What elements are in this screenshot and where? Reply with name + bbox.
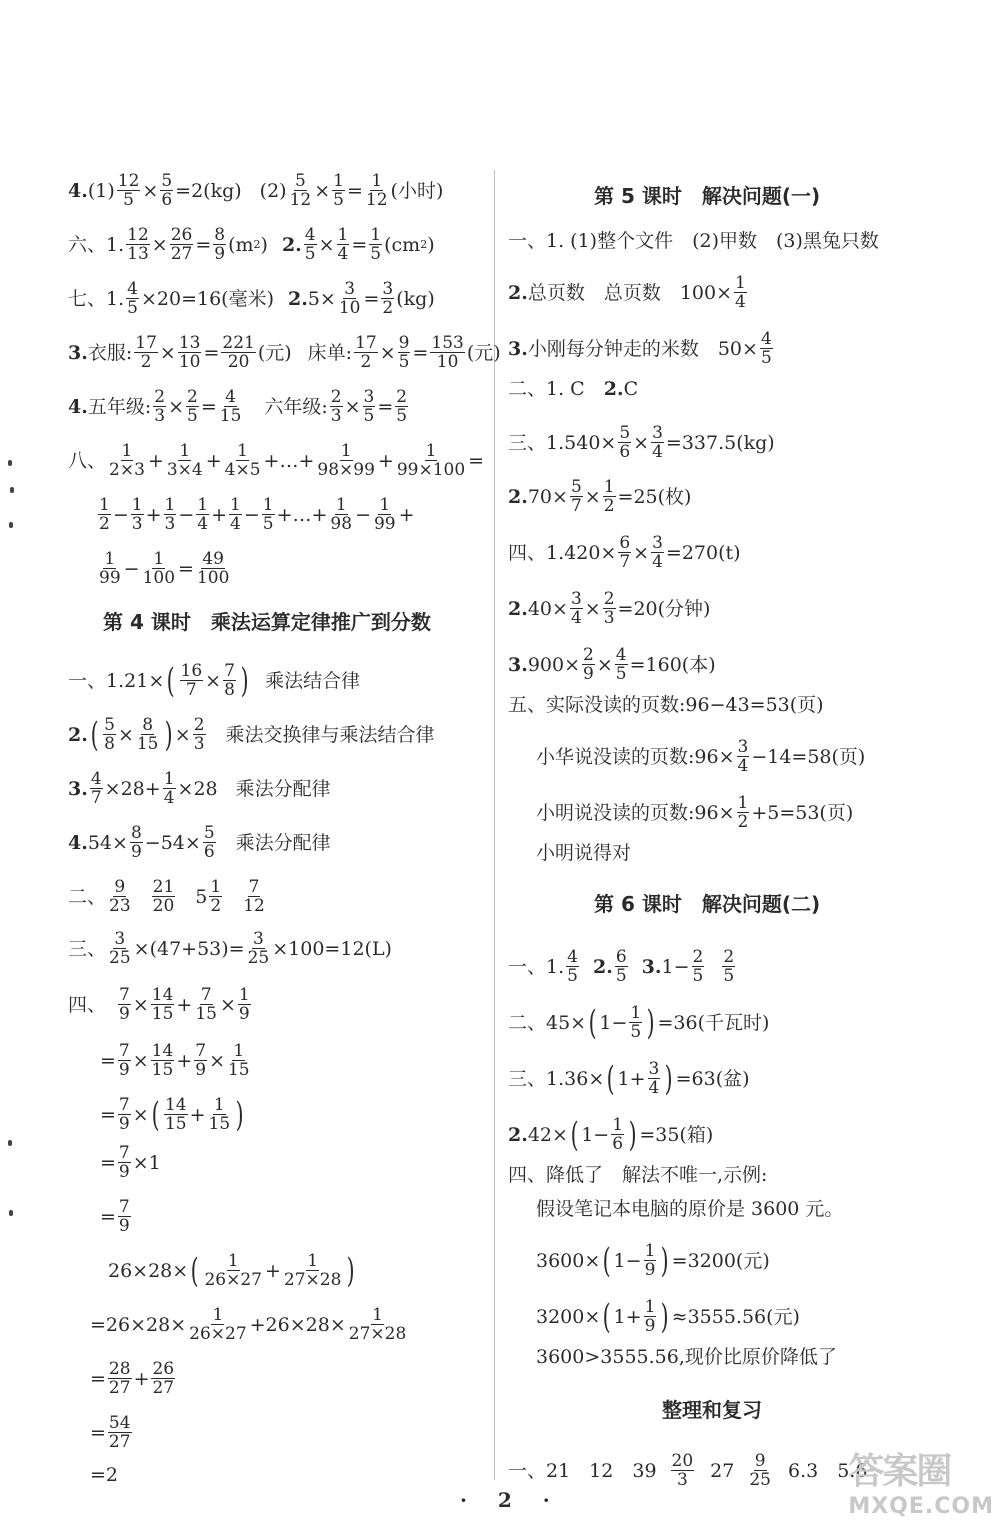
- fraction: $\frac{1}{27\times 28}$: [283, 1251, 342, 1290]
- fraction: $\frac{1}{99}$: [99, 549, 121, 588]
- fraction: $\frac{1}{9}$: [238, 985, 250, 1024]
- left-line-13: 二、 $\frac{9}{23}$ $\frac{21}{20}$ 5 $\frac{1}{2}$ $\frac{7}{12}$: [68, 877, 265, 916]
- left-line-5: 4. 五年级: $\frac{2}{3}$ × $\frac{2}{5}$ = $\frac{4}{15}$ 六年级: $\frac{2}{3}$ × $\frac{3}{5}$ = $\frac{2}{5}$: [68, 387, 408, 426]
- fraction: $\frac{6}{7}$: [619, 533, 631, 572]
- fraction: $\frac{4}{15}$: [219, 387, 242, 426]
- fraction: $\frac{7}{9}$: [195, 1041, 207, 1080]
- fraction: $\frac{1}{5}$: [370, 225, 382, 264]
- fraction: $\frac{1}{2}$: [737, 793, 749, 832]
- fraction: $\frac{2}{3}$: [603, 589, 615, 628]
- fraction: $\frac{2}{3}$: [330, 387, 342, 426]
- fraction: $\frac{1}{4}$: [163, 769, 175, 808]
- margin-speck: [8, 460, 12, 466]
- left-line-15: 四、 $\frac{7}{9}$ × $\frac{14}{15}$ + $\frac{7}{15}$ × $\frac{1}{9}$: [68, 985, 250, 1024]
- fraction: $\frac{1}{4\times 5}$: [224, 441, 261, 480]
- section-title-lesson-4: 第 4 课时 乘法运算定律推广到分数: [103, 610, 431, 634]
- section-title-lesson-6: 第 6 课时 解决问题(二): [594, 892, 821, 916]
- fraction: $\frac{1}{15}$: [208, 1095, 231, 1134]
- fraction: $\frac{1}{15}$: [227, 1041, 250, 1080]
- fraction: $\frac{1}{4}$: [735, 273, 746, 312]
- section-title-review: 整理和复习: [662, 1398, 762, 1422]
- left-line-6: 八、 $\frac{1}{2\times 3}$ + $\frac{1}{3\times 4}$ + $\frac{1}{4\times 5}$ +…+ $\frac{1}{98\times 99}$ + $\frac{1}{99\times 100}$ =: [68, 441, 485, 480]
- fraction: $\frac{7}{9}$: [118, 1143, 130, 1182]
- fraction: $\frac{28}{27}$: [108, 1359, 131, 1398]
- margin-speck: [10, 487, 14, 493]
- fraction: $\frac{16}{7}$: [180, 661, 203, 700]
- fraction: $\frac{1}{98\times 99}$: [317, 441, 375, 480]
- left-line-4: 3. 衣服: $\frac{17}{2}$ × $\frac{13}{10}$ = $\frac{221}{20}$ (元) 床单: $\frac{17}{2}$ × $\frac{9}{5}$ = $\frac{153}{10}$ (元): [68, 333, 501, 372]
- fraction: $\frac{14}{15}$: [151, 985, 174, 1024]
- fraction: $\frac{2}{5}$: [396, 387, 408, 426]
- right-line-1: 一、1. (1)整个文件 (2)甲数 (3)黑兔只数: [508, 230, 879, 252]
- page-number: · 2 ·: [460, 1488, 562, 1512]
- fraction: $\frac{1}{4}$: [337, 225, 349, 264]
- margin-speck: [8, 1140, 12, 1146]
- fraction: $\frac{221}{20}$: [222, 333, 255, 372]
- right-line-19: 假设笔记本电脑的原价是 3600 元。: [536, 1198, 844, 1220]
- fraction: $\frac{1}{12}$: [365, 171, 388, 210]
- fraction: $\frac{8}{9}$: [214, 225, 226, 264]
- left-line-2: 六、1. $\frac{12}{13}$ × $\frac{26}{27}$ = $\frac{8}{9}$ (m 2 ) 2. $\frac{4}{5}$ × $\frac{1}{4}$ = $\frac{1}{5}$ (cm 2 ): [68, 225, 435, 264]
- left-line-14: 三、 $\frac{3}{25}$ ×(47+53)= $\frac{3}{25}$ ×100=12(L): [68, 929, 392, 968]
- fraction: $\frac{1}{100}$: [142, 549, 176, 588]
- fraction: $\frac{3}{4}$: [570, 589, 582, 628]
- right-line-4: 二、1. C 2. C: [508, 378, 639, 400]
- fraction: $\frac{1}{5}$: [333, 171, 344, 210]
- right-line-5: 三、1. 540× $\frac{5}{6}$ × $\frac{3}{4}$ =337.5(kg): [508, 423, 775, 462]
- fraction: $\frac{7}{9}$: [118, 1041, 130, 1080]
- fraction: $\frac{1}{2\times 3}$: [109, 441, 145, 480]
- fraction: $\frac{2}{3}$: [193, 715, 205, 754]
- fraction: $\frac{14}{15}$: [151, 1041, 174, 1080]
- left-line-7: $\frac{1}{2}$ − $\frac{1}{3}$ + $\frac{1}{3}$ − $\frac{1}{4}$ + $\frac{1}{4}$ − $\frac{1}{5}$ +…+ $\frac{1}{98}$ − $\frac{1}{99}$ +: [99, 495, 415, 534]
- right-line-12: 小明说没读的页数:96× $\frac{1}{2}$ +5=53(页): [536, 793, 854, 832]
- fraction: $\frac{7}{9}$: [118, 1197, 130, 1236]
- left-line-1: 4. (1) $\frac{12}{5}$ × $\frac{5}{6}$ =2(kg) (2) $\frac{5}{12}$ × $\frac{1}{5}$ = $\frac{1}{12}$ (小时): [68, 171, 444, 210]
- fraction: $\frac{1}{6}$: [612, 1115, 624, 1154]
- right-line-9: 3. 900× $\frac{2}{9}$ × $\frac{4}{5}$ =160(本): [508, 645, 716, 684]
- right-line-18: 四、降低了 解法不唯一,示例:: [508, 1164, 768, 1186]
- fraction: $\frac{9}{5}$: [398, 333, 410, 372]
- fraction: $\frac{3}{4}$: [648, 1059, 660, 1098]
- fraction: $\frac{4}{5}$: [760, 329, 772, 368]
- fraction: $\frac{1}{3}$: [164, 495, 176, 534]
- fraction: $\frac{17}{2}$: [355, 333, 377, 372]
- watermark-logo: 答案圈 MXQE.COM: [848, 1451, 994, 1519]
- fraction: $\frac{2}{9}$: [583, 645, 594, 684]
- left-line-23: = $\frac{54}{27}$: [90, 1413, 131, 1452]
- left-line-19: = $\frac{7}{9}$: [100, 1197, 130, 1236]
- fraction: $\frac{3}{25}$: [247, 929, 270, 968]
- fraction: $\frac{7}{9}$: [118, 1095, 130, 1134]
- right-line-8: 2. 40× $\frac{3}{4}$ × $\frac{2}{3}$ =20(分钟): [508, 589, 711, 628]
- fraction: $\frac{1}{5}$: [262, 495, 274, 534]
- section-title-lesson-5: 第 5 课时 解决问题(一): [594, 184, 821, 208]
- left-line-16: = $\frac{7}{9}$ × $\frac{14}{15}$ + $\frac{7}{9}$ × $\frac{1}{15}$: [100, 1041, 250, 1080]
- right-line-16: 三、1. 36× ( 1+ $\frac{3}{4}$ ) =63(盆): [508, 1058, 750, 1099]
- fraction: $\frac{1}{99\times 100}$: [396, 441, 466, 480]
- fraction: $\frac{20}{3}$: [671, 1451, 694, 1490]
- fraction: $\frac{7}{8}$: [224, 661, 235, 700]
- left-line-3: 七、1. $\frac{4}{5}$ ×20=16(毫米) 2. 5× $\frac{3}{10}$ = $\frac{3}{2}$ (kg): [68, 279, 435, 318]
- left-line-12: 4. 54× $\frac{8}{9}$ −54× $\frac{5}{6}$ 乘法分配律: [68, 823, 331, 862]
- fraction: $\frac{4}{5}$: [304, 225, 316, 264]
- fraction: $\frac{4}{5}$: [127, 279, 138, 318]
- left-line-11: 3. $\frac{4}{7}$ ×28+ $\frac{1}{4}$ ×28 乘法分配律: [68, 769, 331, 808]
- fraction: $\frac{5}{6}$: [203, 823, 215, 862]
- fraction: $\frac{1}{3}$: [131, 495, 143, 534]
- fraction: $\frac{12}{13}$: [127, 225, 149, 264]
- margin-speck: [9, 1210, 13, 1216]
- fraction: $\frac{7}{12}$: [243, 877, 265, 916]
- fraction: $\frac{3}{2}$: [382, 279, 394, 318]
- left-line-22: = $\frac{28}{27}$ + $\frac{26}{27}$: [90, 1359, 175, 1398]
- fraction: $\frac{7}{9}$: [119, 985, 130, 1024]
- fraction: $\frac{2}{5}$: [723, 947, 735, 986]
- left-line-17: = $\frac{7}{9}$ × ( $\frac{14}{15}$ + $\frac{1}{15}$ ): [100, 1094, 244, 1135]
- fraction: $\frac{1}{5}$: [630, 1003, 642, 1042]
- fraction: $\frac{21}{20}$: [152, 877, 175, 916]
- right-line-20: 3600× ( 1− $\frac{1}{9}$ ) =3200(元): [536, 1240, 770, 1281]
- fraction: $\frac{1}{27\times 28}$: [348, 1305, 407, 1344]
- right-line-17: 2. 42× ( 1− $\frac{1}{6}$ ) =35(箱): [508, 1114, 714, 1155]
- right-line-2: 2. 总页数 总页数 100× $\frac{1}{4}$: [508, 273, 746, 312]
- left-line-9: 一、1. 21× ( $\frac{16}{7}$ × $\frac{7}{8}$ ) 乘法结合律: [68, 660, 361, 701]
- fraction: $\frac{3}{10}$: [338, 279, 361, 318]
- fraction: $\frac{1}{9}$: [644, 1297, 656, 1336]
- fraction: $\frac{5}{7}$: [570, 477, 582, 516]
- right-line-3: 3. 小刚每分钟走的米数 50× $\frac{4}{5}$: [508, 329, 772, 368]
- fraction: $\frac{9}{23}$: [109, 877, 131, 916]
- fraction: $\frac{5}{6}$: [619, 423, 631, 462]
- right-line-21: 3200× ( 1+ $\frac{1}{9}$ ) ≈3555.56(元): [536, 1296, 800, 1337]
- fraction: $\frac{14}{15}$: [164, 1095, 187, 1134]
- right-line-15: 二、45× ( 1− $\frac{1}{5}$ ) =36(千瓦时): [508, 1002, 770, 1043]
- fraction: $\frac{5}{12}$: [289, 171, 312, 210]
- right-line-7: 四、1. 420× $\frac{6}{7}$ × $\frac{3}{4}$ =270(t): [508, 533, 741, 572]
- left-line-24: =2: [90, 1464, 119, 1486]
- right-line-23: 一、21 12 39 $\frac{20}{3}$ 27 $\frac{9}{25}$ 6.3 5.6: [508, 1451, 868, 1490]
- fraction: $\frac{5}{8}$: [104, 715, 115, 754]
- right-line-6: 2. 70× $\frac{5}{7}$ × $\frac{1}{2}$ =25(枚): [508, 477, 692, 516]
- fraction: $\frac{2}{5}$: [692, 947, 704, 986]
- fraction: $\frac{7}{15}$: [195, 985, 217, 1024]
- right-line-22: 3600>3555.56,现价比原价降低了: [536, 1346, 837, 1368]
- left-line-8: $\frac{1}{99}$ − $\frac{1}{100}$ = $\frac{49}{100}$: [99, 549, 230, 588]
- fraction: $\frac{3}{4}$: [737, 737, 749, 776]
- fraction: $\frac{3}{4}$: [652, 533, 663, 572]
- fraction: $\frac{13}{10}$: [178, 333, 201, 372]
- fraction: $\frac{1}{4}$: [230, 495, 241, 534]
- left-line-10: 2. ( $\frac{5}{8}$ × $\frac{8}{15}$ ) × $\frac{2}{3}$ 乘法交换律与乘法结合律: [68, 714, 435, 755]
- right-line-13: 小明说得对: [536, 842, 632, 864]
- fraction: $\frac{5}{6}$: [161, 171, 173, 210]
- left-line-21: =26×28× $\frac{1}{26\times 27}$ +26×28× $\frac{1}{27\times 28}$: [90, 1305, 407, 1344]
- left-line-18: = $\frac{7}{9}$ ×1: [100, 1143, 161, 1182]
- fraction: $\frac{1}{3\times 4}$: [166, 441, 203, 480]
- right-line-10: 五、实际没读的页数:96−43=53(页): [508, 694, 824, 716]
- fraction: $\frac{1}{9}$: [644, 1241, 656, 1280]
- fraction: $\frac{12}{5}$: [117, 171, 140, 210]
- fraction: $\frac{2}{3}$: [154, 387, 166, 426]
- left-line-20: 26×28× ( $\frac{1}{26\times 27}$ + $\frac{1}{27\times 28}$ ): [108, 1250, 356, 1291]
- fraction: $\frac{8}{15}$: [136, 715, 159, 754]
- right-line-14: 一、1. $\frac{4}{5}$ 2. $\frac{6}{5}$ 3. 1− $\frac{2}{5}$ $\frac{2}{5}$: [508, 947, 735, 986]
- fraction: $\frac{26}{27}$: [170, 225, 193, 264]
- fraction: $\frac{6}{5}$: [615, 947, 627, 986]
- fraction: $\frac{26}{27}$: [152, 1359, 175, 1398]
- fraction: $\frac{4}{5}$: [615, 645, 627, 684]
- fraction: $\frac{9}{25}$: [749, 1451, 771, 1490]
- fraction: $\frac{153}{10}$: [431, 333, 464, 372]
- fraction: $\frac{1}{98}$: [330, 495, 353, 534]
- fraction: $\frac{4}{7}$: [90, 769, 102, 808]
- fraction: $\frac{3}{25}$: [109, 929, 131, 968]
- fraction: $\frac{1}{4}$: [197, 495, 209, 534]
- fraction: $\frac{8}{9}$: [130, 823, 142, 862]
- fraction: $\frac{1}{2}$: [603, 477, 615, 516]
- fraction: $\frac{3}{5}$: [363, 387, 375, 426]
- fraction: $\frac{49}{100}$: [196, 549, 230, 588]
- fraction: $\frac{3}{4}$: [652, 423, 663, 462]
- fraction: $\frac{2}{5}$: [187, 387, 198, 426]
- fraction: $\frac{17}{2}$: [135, 333, 157, 372]
- fraction: $\frac{1}{99}$: [373, 495, 396, 534]
- fraction: $\frac{54}{27}$: [108, 1413, 131, 1452]
- fraction: $\frac{1}{2}$: [99, 495, 110, 534]
- fraction: $\frac{1}{26\times 27}$: [204, 1251, 262, 1290]
- fraction: $\frac{1}{2}$: [210, 877, 222, 916]
- fraction: $\frac{4}{5}$: [567, 947, 578, 986]
- right-line-11: 小华说没读的页数:96× $\frac{3}{4}$ −14=58(页): [536, 737, 866, 776]
- fraction: $\frac{1}{26\times 27}$: [189, 1305, 247, 1344]
- margin-speck: [9, 522, 13, 528]
